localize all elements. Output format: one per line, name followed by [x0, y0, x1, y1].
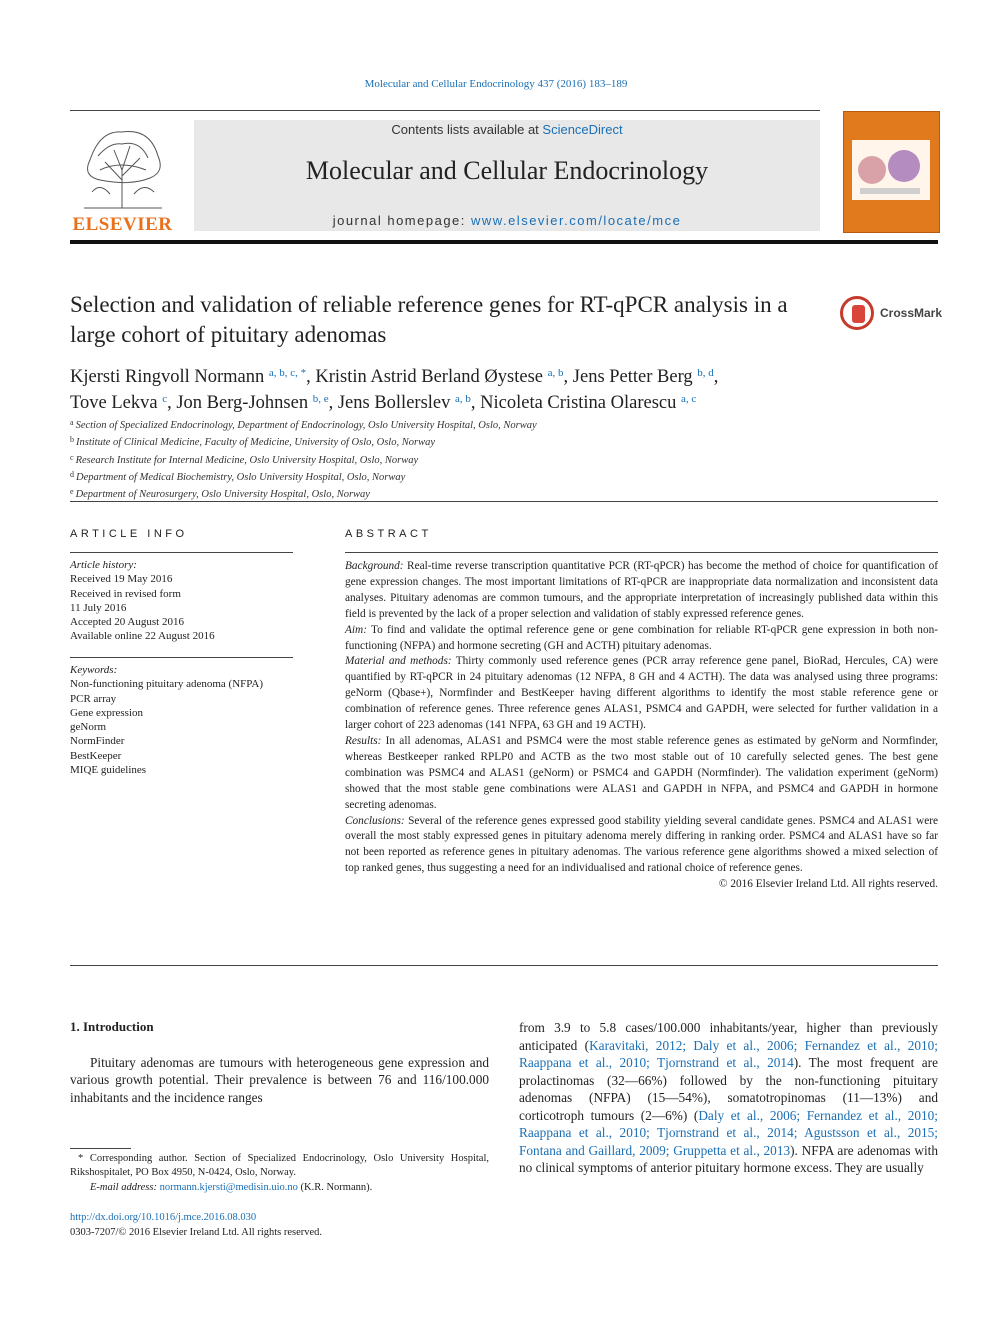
- abstract-paragraph: Material and methods: Thirty commonly used reference genes (PCR array reference gene panel, BioRad, Hercules, CA) were quantified by RT-qPCR in 24 pituitary adenomas (12 NFPA, 8 GH and 4 ACTH). The data was analysed using three programs: geNorm (Qbase+), Normfinder and BestKeeper having different algorithms to identify the most stable reference gene or combination of reference genes. Three reference genes ALAS1, PSMC4 and GAPDH, were selected for further validation in a larger cohort of 223 adenomas (141 NFPA, 63 GH and 19 ACTH).: [345, 655, 938, 732]
- contents-line: [194, 122, 820, 137]
- author-name[interactable]: Jon Berg-Johnsen: [176, 393, 309, 413]
- crossmark-label: CrossMark: [880, 306, 943, 320]
- keyword-item: BestKeeper: [70, 749, 122, 762]
- elsevier-logo: [70, 120, 175, 236]
- abstract-rule: [345, 552, 938, 553]
- abstract-paragraph: Background: Real-time reverse transcription quantitative PCR (RT-qPCR) has become the method of choice for quantification of gene expression changes. The most important limitations of RT-qPCR are inappropriate data normalization and inconsistent data analyses. Pituitary adenomas are common tumours, and the appropriate interpretation of increasingly published data within this field is prevented by the lack of a proper selection and validation of stably expressed reference genes.: [345, 560, 938, 620]
- abstract-paragraph: Conclusions: Several of the reference genes expressed good stability yielding several candidate genes. PSMC4 and ALAS1 were overall the most stably expressed genes in pituitary adenoma merely differing in ranking order. PSMC4 and ALAS1 have so far not been reported as reference genes in pituitary adenomas. The various reference gene algorithms showed a mixed selection of top ranked genes, thus suggesting a need for an individualised and rational choice of reference genes.: [345, 814, 938, 875]
- affiliation-item: $^c$ Research Institute for Internal Medicine, Oslo University Hospital, Oslo, Norway: [70, 452, 419, 466]
- homepage-link[interactable]: www.elsevier.com/locate/mce: [471, 213, 682, 228]
- affiliation-item: $^d$ Department of Medical Biochemistry, Oslo University Hospital, Oslo, Norway: [70, 469, 406, 483]
- author-affil-marks[interactable]: b, d: [697, 367, 714, 379]
- journal-homepage: [194, 213, 820, 228]
- section-heading-introduction: 1. Introduction: [70, 1019, 154, 1034]
- citation-link[interactable]: Karavitaki, 2012; Daly et al., 2006; Fernandez et al., 2010; Raappana et al., 2010; Tjornstrand et al., 2014: [519, 1037, 938, 1070]
- author-list: Kjersti Ringvoll Normann $^{a, b, c, *}$, Kristin Astrid Berland Øystese $^{a, b}$, Jens Petter Berg $^{b, d}$, Tove Lekva $^c$, Jon Berg-Johnsen $^{b, e}$, Jens Bollerslev $^{a, b}$, Nicoleta Cristina Olarescu $^{a, c}$: [70, 367, 719, 413]
- header-rule: [70, 110, 820, 111]
- abstract-copyright: © 2016 Elsevier Ireland Ltd. All rights reserved.: [718, 878, 938, 891]
- keywords-list: [70, 663, 293, 777]
- keyword-item: PCR array: [70, 692, 117, 705]
- author-name[interactable]: Jens Petter Berg: [572, 367, 693, 387]
- journal-citation-link[interactable]: Molecular and Cellular Endocrinology 437 (2016) 183–189: [364, 78, 628, 90]
- cover-graphic-icon: [852, 140, 930, 200]
- history-label: Article history:: [70, 559, 137, 571]
- abstract-heading: ABSTRACT: [345, 528, 432, 540]
- author-name[interactable]: Tove Lekva: [70, 393, 158, 413]
- history-item: Received 19 May 2016: [70, 573, 173, 586]
- keyword-item: Gene expression: [70, 706, 144, 719]
- crossmark-badge[interactable]: [840, 296, 943, 332]
- history-item: 11 July 2016: [70, 601, 127, 614]
- intro-paragraph-col1: Pituitary adenomas are tumours with heterogeneous gene expression and various growth potential. Their prevalence is between 76 and 116/100.000 inhabitants and the incidence ranges: [70, 1055, 489, 1105]
- author-affil-marks[interactable]: b, e: [312, 393, 329, 405]
- keyword-item: MIQE guidelines: [70, 764, 147, 777]
- author-affil-marks[interactable]: a, b: [455, 393, 471, 405]
- article-info-heading: ARTICLE INFO: [70, 528, 188, 540]
- author-affil-marks[interactable]: a, b, c, *: [268, 367, 307, 379]
- cover-figure: [852, 140, 930, 200]
- header-thick-rule: [70, 240, 938, 244]
- doi-link[interactable]: http://dx.doi.org/10.1016/j.mce.2016.08.030: [70, 1212, 257, 1223]
- corresponding-author-footnote: * Corresponding author. Section of Specialized Endocrinology, Oslo University Hospital, Rikshospitalet, PO Box 4950, N-0424, Oslo, Norway. E-mail address: normann.kjersti@medisin.uio.no (K.R. Normann).: [70, 1153, 489, 1193]
- keyword-item: NormFinder: [70, 735, 125, 748]
- email-link[interactable]: normann.kjersti@medisin.uio.no: [159, 1181, 298, 1193]
- affiliation-item: $^e$ Department of Neurosurgery, Oslo University Hospital, Oslo, Norway: [70, 487, 370, 501]
- author-name[interactable]: Nicoleta Cristina Olarescu: [480, 393, 677, 413]
- journal-title: Molecular and Cellular Endocrinology: [305, 156, 709, 185]
- elsevier-wordmark: ELSEVIER: [72, 214, 173, 235]
- abstract-paragraph: Aim: To find and validate the optimal reference gene or gene combination for reliable RT-qPCR gene expression in both non-functioning (NFPA) and hormone secreting (GH and ACTH) pituitary adenomas.: [345, 623, 938, 652]
- author-affil-marks[interactable]: a, c: [681, 393, 697, 405]
- section-rule: [70, 501, 938, 502]
- footnote-rule: [70, 1148, 131, 1149]
- issn-copyright: 0303-7207/© 2016 Elsevier Ireland Ltd. All rights reserved.: [70, 1227, 323, 1238]
- article-title: Selection and validation of reliable reference genes for RT-qPCR analysis in a large cohort of pituitary adenomas: [70, 292, 788, 347]
- elsevier-tree-icon: [70, 120, 175, 212]
- contents-prefix: Contents lists available at: [391, 122, 543, 137]
- affiliation-item: $^b$ Institute of Clinical Medicine, Faculty of Medicine, University of Oslo, Oslo, Norway: [70, 435, 435, 449]
- history-item: Received in revised form: [70, 587, 181, 600]
- keyword-item: geNorm: [70, 721, 107, 734]
- keywords-label: Keywords:: [70, 664, 118, 676]
- body-rule: [70, 965, 938, 966]
- homepage-prefix: journal homepage:: [332, 213, 472, 228]
- author-name[interactable]: Jens Bollerslev: [337, 393, 451, 413]
- author-affil-marks[interactable]: c: [162, 393, 168, 405]
- abstract-paragraph: Results: In all adenomas, ALAS1 and PSMC4 were the most stable reference genes as estimated by geNorm and Normfinder, whereas Bestkeeper ranked RPLP0 and ACTB as the two most stable out of 10 carefully selected genes. The best gene combination was PSMC4 and ALAS1 (geNorm) or PSMC4 and GAPDH (Normfinder). The validation experiment (geNorm) showed that the most stable gene combinations were ALAS1 and GAPDH in NFPA, and PSMC4 and GAPDH in hormone secreting adenomas.: [345, 734, 938, 811]
- keyword-item: Non-functioning pituitary adenoma (NFPA): [70, 678, 263, 691]
- author-affil-marks[interactable]: a, b: [547, 367, 564, 379]
- history-item: Accepted 20 August 2016: [70, 616, 184, 629]
- journal-cover-thumbnail[interactable]: [843, 111, 940, 233]
- sciencedirect-link[interactable]: ScienceDirect: [542, 122, 623, 137]
- intro-paragraph-col2: from 3.9 to 5.8 cases/100.000 inhabitants/year, higher than previously anticipated (Karavitaki, 2012; Daly et al., 2006; Fernandez et al., 2010; Raappana et al., 2010; Tjornstrand et al., 2014). The most frequent are prolactinomas (32—66%) followed by the non-functioning pituitary adenomas (NFPA) (15—54%), somatotropinomas (11—13%) and corticotroph tumours (2—6%) (Daly et al., 2006; Fernandez et al., 2010; Raappana et al., 2010; Tjornstrand et al., 2014; Agustsson et al., 2015; Fontana and Gaillard, 2009; Gruppetta et al., 2013). NFPA are adenomas with no clinical symptoms of anterior pituitary hormone excess. They are usually: [519, 1020, 939, 1175]
- article-info-rule: [70, 552, 293, 553]
- author-name[interactable]: Kjersti Ringvoll Normann: [70, 367, 265, 387]
- crossmark-icon: [840, 296, 874, 330]
- abstract-body: [345, 559, 938, 893]
- article-history: [70, 558, 293, 644]
- keywords-rule: [70, 657, 293, 658]
- author-name[interactable]: Kristin Astrid Berland Øystese: [315, 367, 544, 387]
- affiliation-item: $^a$ Section of Specialized Endocrinology, Department of Endocrinology, Oslo University Hospital, Oslo, Norway: [70, 418, 537, 431]
- affiliation-list: [70, 416, 940, 502]
- citation-link[interactable]: Daly et al., 2006; Fernandez et al., 2010; Raappana et al., 2010; Tjornstrand et al., 2014; Agustsson et al., 2015; Fontana and Gaillard, 2009; Gruppetta et al., 2013: [519, 1107, 939, 1158]
- history-item: Available online 22 August 2016: [70, 630, 215, 643]
